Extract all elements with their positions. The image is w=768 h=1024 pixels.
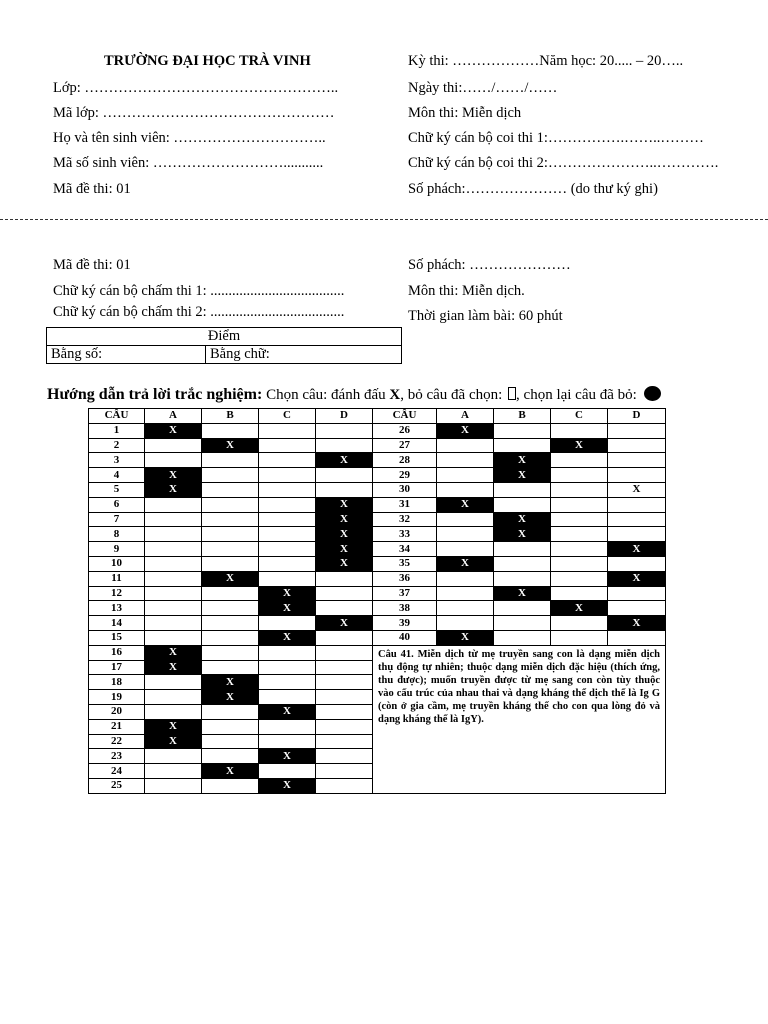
answer-cell-c[interactable] xyxy=(259,453,316,468)
subject-field: Môn thi: Miễn dịch xyxy=(408,105,522,121)
answer-cell-d[interactable] xyxy=(608,527,666,542)
header-option-b: B xyxy=(494,409,551,424)
question-number: 6 xyxy=(89,497,145,512)
answer-cell-a[interactable] xyxy=(145,512,202,527)
time-limit: Thời gian làm bài: 60 phút xyxy=(408,308,563,324)
answer-cell-a[interactable]: X xyxy=(145,468,202,483)
essay-answer: Câu 41. Miễn dịch từ mẹ truyền sang con là dạng miễn dịch thụ động tự nhiên; thuộc dạng miễn dịch đặc hiệu (thích ứng, thu được); muốn truyền được từ mẹ sang con còn tùy thuộc vào cấu trúc của nhau thai và dạng kháng thể dịch thể là Ig G (còn ở gia cầm, mẹ truyền kháng thể cho con qua lòng đỏ và dạng kháng thể là IgY). xyxy=(373,645,666,793)
answer-cell-d[interactable] xyxy=(316,601,373,616)
answer-cell-a[interactable] xyxy=(145,630,202,645)
answer-cell-c[interactable] xyxy=(551,630,608,645)
table-row xyxy=(89,497,666,512)
table-row xyxy=(89,601,666,616)
answer-cell-a[interactable]: X xyxy=(145,734,202,749)
table-row xyxy=(89,542,666,557)
answer-cell-c[interactable] xyxy=(551,423,608,438)
answer-cell-c[interactable] xyxy=(259,438,316,453)
answer-cell-d[interactable] xyxy=(316,630,373,645)
question-number: 24 xyxy=(89,764,145,779)
answer-cell-d[interactable] xyxy=(316,645,373,660)
answer-cell-a[interactable] xyxy=(437,527,494,542)
table-row xyxy=(89,438,666,453)
answer-cell-c[interactable]: X xyxy=(259,586,316,601)
answer-cell-c[interactable] xyxy=(259,512,316,527)
answer-cell-c[interactable] xyxy=(551,468,608,483)
question-number: 16 xyxy=(89,645,145,660)
answer-cell-a[interactable] xyxy=(145,542,202,557)
answer-cell-a[interactable] xyxy=(145,601,202,616)
answer-cell-c[interactable] xyxy=(551,616,608,631)
answer-cell-c[interactable] xyxy=(259,497,316,512)
answer-cell-a[interactable] xyxy=(145,453,202,468)
answer-cell-d[interactable] xyxy=(316,482,373,497)
answer-cell-c[interactable] xyxy=(551,512,608,527)
answer-cell-c[interactable] xyxy=(259,764,316,779)
answer-cell-c[interactable] xyxy=(259,719,316,734)
answer-cell-b[interactable] xyxy=(494,616,551,631)
table-row xyxy=(89,556,666,571)
answer-cell-b[interactable]: X xyxy=(494,586,551,601)
question-number: 8 xyxy=(89,527,145,542)
table-row xyxy=(89,468,666,483)
answer-cell-a[interactable]: X xyxy=(145,482,202,497)
answer-cell-b[interactable] xyxy=(202,630,259,645)
answer-cell-b[interactable]: X xyxy=(202,571,259,586)
question-number: 17 xyxy=(89,660,145,675)
answer-cell-d[interactable]: X xyxy=(608,542,666,557)
answer-cell-d[interactable] xyxy=(608,468,666,483)
question-number: 33 xyxy=(373,527,437,542)
answer-cell-b[interactable]: X xyxy=(494,453,551,468)
answer-cell-d[interactable]: X xyxy=(316,616,373,631)
answer-cell-b[interactable] xyxy=(494,571,551,586)
answer-cell-a[interactable] xyxy=(145,616,202,631)
table-row xyxy=(89,482,666,497)
question-number: 35 xyxy=(373,556,437,571)
question-number: 18 xyxy=(89,675,145,690)
answer-cell-c[interactable]: X xyxy=(551,438,608,453)
answer-cell-d[interactable]: X xyxy=(608,482,666,497)
question-number: 26 xyxy=(373,423,437,438)
answer-cell-d[interactable] xyxy=(316,764,373,779)
question-number: 13 xyxy=(89,601,145,616)
answer-cell-b[interactable] xyxy=(202,468,259,483)
answer-grid xyxy=(88,408,666,794)
question-number: 38 xyxy=(373,601,437,616)
answer-cell-a[interactable] xyxy=(437,453,494,468)
question-number: 29 xyxy=(373,468,437,483)
answer-cell-c[interactable] xyxy=(551,482,608,497)
answer-cell-b[interactable] xyxy=(494,482,551,497)
answer-cell-d[interactable] xyxy=(316,704,373,719)
answer-cell-c[interactable] xyxy=(259,482,316,497)
answer-cell-a[interactable] xyxy=(145,571,202,586)
question-number: 25 xyxy=(89,778,145,793)
answer-cell-b[interactable] xyxy=(494,556,551,571)
question-number: 14 xyxy=(89,616,145,631)
answer-cell-d[interactable]: X xyxy=(316,527,373,542)
answer-cell-c[interactable] xyxy=(551,542,608,557)
question-number: 23 xyxy=(89,749,145,764)
table-row xyxy=(89,453,666,468)
exam-session-field: Kỳ thi: ………………Năm học: 20..... – 20….. xyxy=(408,53,684,69)
answer-cell-c[interactable]: X xyxy=(551,601,608,616)
answer-cell-a[interactable]: X xyxy=(437,630,494,645)
answer-cell-b[interactable] xyxy=(494,542,551,557)
answer-cell-d[interactable] xyxy=(608,438,666,453)
question-number: 40 xyxy=(373,630,437,645)
guide-part2: , bỏ câu đã chọn: xyxy=(400,387,507,403)
answer-cell-b[interactable] xyxy=(202,482,259,497)
answer-cell-b[interactable] xyxy=(202,704,259,719)
question-number: 34 xyxy=(373,542,437,557)
class-code-field: Mã lớp: ………………………………………… xyxy=(53,105,335,121)
answer-cell-c[interactable] xyxy=(259,734,316,749)
answer-cell-d[interactable]: X xyxy=(316,497,373,512)
answer-cell-b[interactable] xyxy=(494,630,551,645)
exam-code: Mã đề thi: 01 xyxy=(53,181,131,197)
answer-cell-a[interactable] xyxy=(437,542,494,557)
answer-cell-a[interactable] xyxy=(145,764,202,779)
cut-line-divider xyxy=(0,219,768,220)
answer-cell-c[interactable] xyxy=(259,645,316,660)
answer-cell-d[interactable] xyxy=(316,778,373,793)
guide-part1: Chọn câu: đánh đấu xyxy=(262,387,390,403)
header-option-a: A xyxy=(437,409,494,424)
question-number: 32 xyxy=(373,512,437,527)
answer-cell-d[interactable] xyxy=(608,630,666,645)
header-question: CÂU xyxy=(89,409,145,424)
filled-circle-icon xyxy=(644,386,661,401)
answer-cell-c[interactable] xyxy=(551,497,608,512)
answer-cell-b[interactable] xyxy=(202,660,259,675)
score-title: Điểm xyxy=(47,328,402,346)
answer-cell-b[interactable] xyxy=(202,453,259,468)
answer-cell-d[interactable] xyxy=(316,423,373,438)
question-number: 31 xyxy=(373,497,437,512)
answer-cell-a[interactable] xyxy=(437,482,494,497)
question-number: 15 xyxy=(89,630,145,645)
answer-cell-b[interactable] xyxy=(494,497,551,512)
question-number: 11 xyxy=(89,571,145,586)
answer-cell-a[interactable]: X xyxy=(437,423,494,438)
answer-cell-d[interactable] xyxy=(316,675,373,690)
question-number: 2 xyxy=(89,438,145,453)
answer-cell-c[interactable] xyxy=(259,423,316,438)
question-number: 39 xyxy=(373,616,437,631)
answer-cell-c[interactable] xyxy=(259,660,316,675)
header-option-d: D xyxy=(316,409,373,424)
answer-cell-a[interactable] xyxy=(145,675,202,690)
table-row xyxy=(89,512,666,527)
table-row xyxy=(89,571,666,586)
header-option-c: C xyxy=(551,409,608,424)
guide-part3: , chọn lại câu đã bỏ: xyxy=(516,387,641,403)
table-row xyxy=(89,630,666,645)
answer-cell-c[interactable] xyxy=(551,586,608,601)
answer-cell-b[interactable] xyxy=(202,556,259,571)
answer-cell-b[interactable]: X xyxy=(494,468,551,483)
answer-cell-a[interactable] xyxy=(437,616,494,631)
answer-cell-d[interactable] xyxy=(608,586,666,601)
answer-cell-a[interactable]: X xyxy=(437,497,494,512)
answer-cell-d[interactable] xyxy=(316,719,373,734)
answer-cell-a[interactable] xyxy=(437,601,494,616)
question-number: 28 xyxy=(373,453,437,468)
answer-cell-d[interactable]: X xyxy=(316,512,373,527)
answer-cell-b[interactable]: X xyxy=(494,512,551,527)
question-number: 21 xyxy=(89,719,145,734)
answer-cell-b[interactable] xyxy=(202,749,259,764)
question-number: 1 xyxy=(89,423,145,438)
answer-cell-d[interactable] xyxy=(316,749,373,764)
answer-cell-d[interactable]: X xyxy=(608,616,666,631)
answer-cell-c[interactable] xyxy=(551,527,608,542)
question-number: 4 xyxy=(89,468,145,483)
table-row xyxy=(89,527,666,542)
answer-cell-b[interactable] xyxy=(202,645,259,660)
serial-number-lower: Số phách: ………………… xyxy=(408,257,571,273)
answer-cell-b[interactable] xyxy=(202,497,259,512)
empty-square-icon xyxy=(508,387,516,400)
answer-cell-b[interactable] xyxy=(202,778,259,793)
answer-cell-c[interactable] xyxy=(551,571,608,586)
answer-cell-c[interactable]: X xyxy=(259,749,316,764)
answer-cell-d[interactable] xyxy=(316,690,373,705)
answer-cell-a[interactable]: X xyxy=(145,423,202,438)
answer-cell-a[interactable]: X xyxy=(145,660,202,675)
answer-cell-d[interactable] xyxy=(316,734,373,749)
exam-date-field: Ngày thi:……/……/…… xyxy=(408,80,558,96)
answer-cell-d[interactable] xyxy=(608,556,666,571)
answer-cell-d[interactable] xyxy=(608,512,666,527)
answer-cell-d[interactable]: X xyxy=(316,542,373,557)
score-by-number: Bằng số: xyxy=(47,346,206,364)
proctor1-signature: Chữ ký cán bộ coi thi 1:…………….……..……… xyxy=(408,130,704,146)
answer-cell-a[interactable] xyxy=(145,778,202,793)
question-number: 5 xyxy=(89,482,145,497)
header-option-d: D xyxy=(608,409,666,424)
answer-cell-a[interactable] xyxy=(145,497,202,512)
answer-cell-a[interactable] xyxy=(145,527,202,542)
answer-cell-b[interactable]: X xyxy=(202,675,259,690)
answer-cell-b[interactable]: X xyxy=(202,438,259,453)
answer-cell-b[interactable] xyxy=(202,586,259,601)
answer-cell-b[interactable] xyxy=(494,438,551,453)
score-by-words: Bằng chữ: xyxy=(206,346,402,364)
answer-cell-b[interactable] xyxy=(202,719,259,734)
answer-cell-c[interactable] xyxy=(259,571,316,586)
answer-cell-c[interactable] xyxy=(259,675,316,690)
answer-cell-b[interactable] xyxy=(202,616,259,631)
answer-cell-d[interactable] xyxy=(608,423,666,438)
answer-cell-c[interactable] xyxy=(259,468,316,483)
answer-cell-a[interactable] xyxy=(437,512,494,527)
answer-guide xyxy=(47,386,661,404)
answer-cell-d[interactable] xyxy=(316,586,373,601)
guide-title: Hướng dẫn trả lời trắc nghiệm: xyxy=(47,386,263,403)
answer-cell-c[interactable] xyxy=(259,542,316,557)
answer-cell-d[interactable] xyxy=(316,660,373,675)
score-table xyxy=(46,327,402,364)
answer-cell-b[interactable]: X xyxy=(202,690,259,705)
answer-cell-a[interactable] xyxy=(145,749,202,764)
answer-cell-d[interactable]: X xyxy=(316,453,373,468)
answer-cell-d[interactable]: X xyxy=(316,556,373,571)
answer-cell-a[interactable] xyxy=(437,586,494,601)
answer-cell-c[interactable]: X xyxy=(259,778,316,793)
answer-cell-a[interactable] xyxy=(437,468,494,483)
answer-cell-c[interactable]: X xyxy=(259,704,316,719)
question-number: 27 xyxy=(373,438,437,453)
answer-cell-d[interactable]: X xyxy=(608,571,666,586)
answer-cell-b[interactable] xyxy=(202,527,259,542)
question-number: 20 xyxy=(89,704,145,719)
answer-cell-b[interactable] xyxy=(494,601,551,616)
question-number: 37 xyxy=(373,586,437,601)
answer-cell-a[interactable] xyxy=(145,586,202,601)
student-id-field: Mã số sinh viên: ………………………........... xyxy=(53,155,324,171)
answer-cell-a[interactable]: X xyxy=(145,645,202,660)
answer-cell-b[interactable]: X xyxy=(202,764,259,779)
answer-cell-b[interactable] xyxy=(494,423,551,438)
question-number: 22 xyxy=(89,734,145,749)
answer-cell-c[interactable] xyxy=(259,690,316,705)
answer-cell-d[interactable] xyxy=(608,601,666,616)
guide-x-mark: X xyxy=(389,387,401,403)
question-number: 19 xyxy=(89,690,145,705)
question-number: 30 xyxy=(373,482,437,497)
answer-cell-a[interactable] xyxy=(437,571,494,586)
table-row xyxy=(89,423,666,438)
answer-cell-c[interactable] xyxy=(551,453,608,468)
question-number: 12 xyxy=(89,586,145,601)
answer-cell-d[interactable] xyxy=(608,453,666,468)
answer-cell-b[interactable] xyxy=(202,601,259,616)
answer-cell-a[interactable]: X xyxy=(145,719,202,734)
question-number: 9 xyxy=(89,542,145,557)
header-option-b: B xyxy=(202,409,259,424)
answer-cell-a[interactable] xyxy=(145,690,202,705)
question-number: 3 xyxy=(89,453,145,468)
grader1-signature: Chữ ký cán bộ chấm thi 1: ..................................... xyxy=(53,283,345,299)
header-option-a: A xyxy=(145,409,202,424)
answer-cell-a[interactable] xyxy=(145,438,202,453)
answer-cell-b[interactable] xyxy=(202,512,259,527)
grader2-signature: Chữ ký cán bộ chấm thi 2: ..................................... xyxy=(53,304,345,320)
table-row xyxy=(89,586,666,601)
answer-cell-d[interactable] xyxy=(316,438,373,453)
serial-number-field: Số phách:………………… (do thư ký ghi) xyxy=(408,181,658,197)
question-number: 36 xyxy=(373,571,437,586)
answer-cell-b[interactable]: X xyxy=(494,527,551,542)
answer-cell-c[interactable] xyxy=(259,616,316,631)
answer-cell-d[interactable] xyxy=(316,571,373,586)
answer-cell-c[interactable]: X xyxy=(259,601,316,616)
school-name: TRƯỜNG ĐẠI HỌC TRÀ VINH xyxy=(104,53,311,69)
answer-cell-c[interactable] xyxy=(259,527,316,542)
table-row xyxy=(89,616,666,631)
answer-cell-d[interactable] xyxy=(316,468,373,483)
header-option-c: C xyxy=(259,409,316,424)
table-row xyxy=(89,645,666,660)
answer-cell-a[interactable] xyxy=(145,556,202,571)
answer-cell-d[interactable] xyxy=(608,497,666,512)
answer-cell-a[interactable] xyxy=(145,704,202,719)
answer-cell-c[interactable]: X xyxy=(259,630,316,645)
header-question: CÂU xyxy=(373,409,437,424)
exam-code-lower: Mã đề thi: 01 xyxy=(53,257,131,273)
answer-cell-a[interactable] xyxy=(437,438,494,453)
class-field: Lớp: …………………………………………….. xyxy=(53,80,339,96)
answer-cell-a[interactable]: X xyxy=(437,556,494,571)
question-number: 10 xyxy=(89,556,145,571)
answer-cell-c[interactable] xyxy=(551,556,608,571)
subject-lower: Môn thi: Miễn dịch. xyxy=(408,283,525,299)
student-name-field: Họ và tên sinh viên: ………………………….. xyxy=(53,130,326,146)
answer-cell-b[interactable] xyxy=(202,423,259,438)
question-number: 7 xyxy=(89,512,145,527)
answer-cell-b[interactable] xyxy=(202,542,259,557)
answer-cell-b[interactable] xyxy=(202,734,259,749)
answer-cell-c[interactable] xyxy=(259,556,316,571)
proctor2-signature: Chữ ký cán bộ coi thi 2:…………………..…………. xyxy=(408,155,719,171)
